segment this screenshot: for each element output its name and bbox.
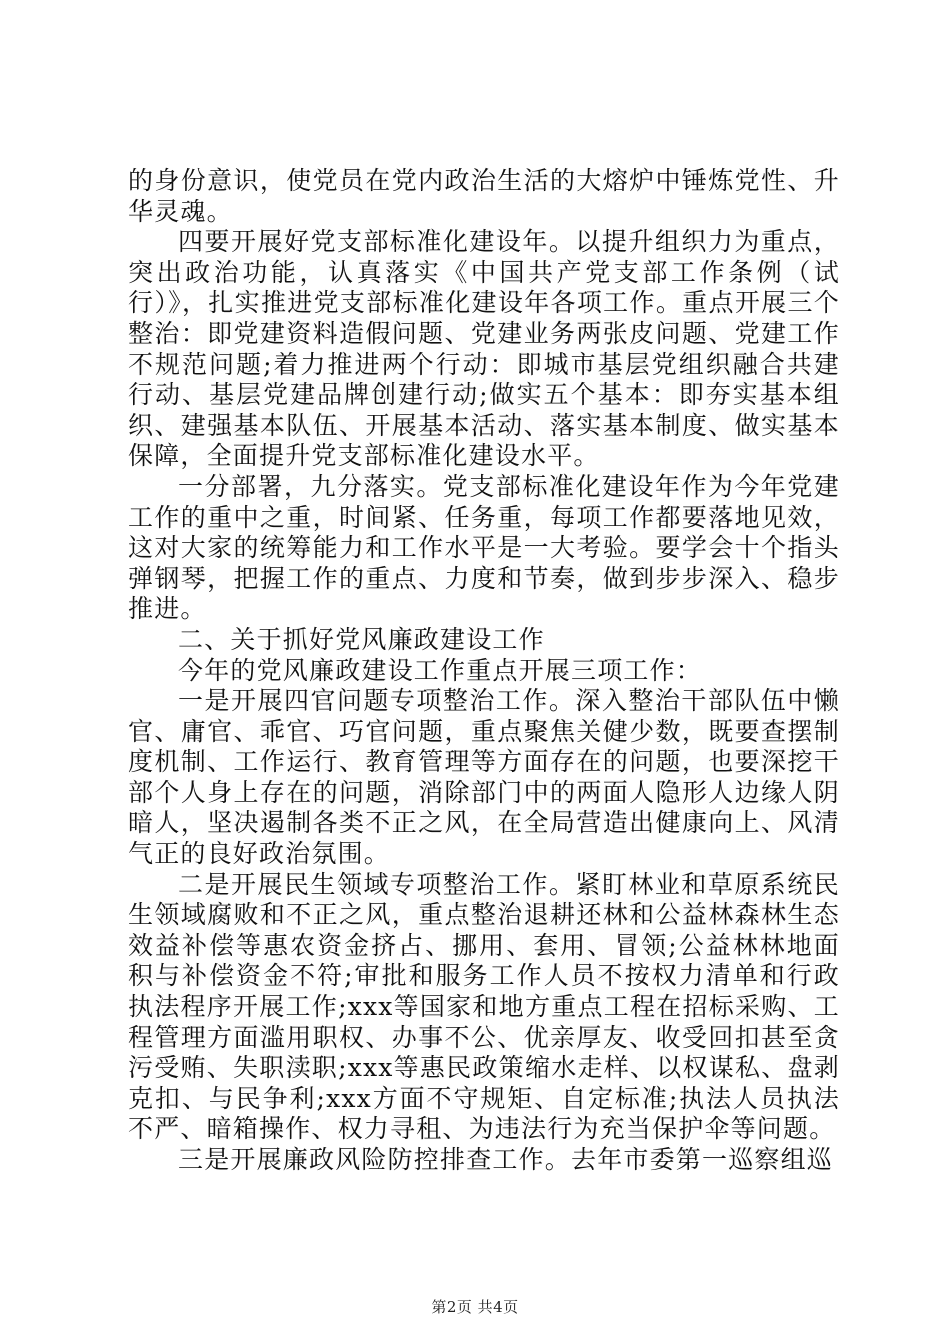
paragraph-item-one: 一是开展四官问题专项整治工作。深入整治干部队伍中懒官、庸官、乖官、巧官问题，重点聚焦关健少数，既要查摆制度机制、工作运行、教育管理等方面存在的问题，也要深挖干部个人身上存在的问题，消除部门中的两面人隐形人边缘人阴暗人，坚决遏制各类不正之风，在全局营造出健康向上、风清气正的良好政治氛围。: [128, 686, 840, 869]
section-heading-integrity: 二、关于抓好党风廉政建设工作: [178, 624, 545, 654]
paragraph-integrity-intro: 今年的党风廉政建设工作重点开展三项工作：: [178, 655, 703, 685]
document-body: [128, 166, 840, 1176]
paragraph-implementation: 一分部署，九分落实。党支部标准化建设年作为今年党建工作的重中之重，时间紧、任务重，每项工作都要落地见效，这对大家的统筹能力和工作水平是一大考验。要学会十个指头弹钢琴，把握工作的重点、力度和节奏，做到步步深入、稳步推进。: [128, 471, 840, 624]
paragraph-continued: 的身份意识，使党员在党内政治生活的大熔炉中锤炼党性、升华灵魂。: [128, 166, 840, 226]
paragraph-item-two: 二是开展民生领域专项整治工作。紧盯林业和草原系统民生领域腐败和不正之风，重点整治退耕还林和公益林森林生态效益补偿等惠农资金挤占、挪用、套用、冒领;公益林林地面积与补偿资金不符;审批和服务工作人员不按权力清单和行政执法程序开展工作;xxx等国家和地方重点工程在招标采购、工程管理方面滥用职权、办事不公、优亲厚友、收受回扣甚至贪污受贿、失职渎职;xxx等惠民政策缩水走样、以权谋私、盘剥克扣、与民争利;xxx方面不守规矩、自定标准;执法人员执法不严、暗箱操作、权力寻租、为违法行为充当保护伞等问题。: [128, 869, 840, 1144]
paragraph-branch-standardization: 四要开展好党支部标准化建设年。以提升组织力为重点，突出政治功能，认真落实《中国共产党支部工作条例（试行）》，扎实推进党支部标准化建设年各项工作。重点开展三个整治：即党建资料造假问题、党建业务两张皮问题、党建工作不规范问题;着力推进两个行动：即城市基层党组织融合共建行动、基层党建品牌创建行动;做实五个基本：即夯实基本组织、建强基本队伍、开展基本活动、落实基本制度、做实基本保障，全面提升党支部标准化建设水平。: [128, 227, 840, 471]
page-number-footer: 第2页 共4页: [431, 1298, 519, 1316]
paragraph-item-three: 三是开展廉政风险防控排查工作。去年市委第一巡察组巡: [178, 1145, 834, 1174]
